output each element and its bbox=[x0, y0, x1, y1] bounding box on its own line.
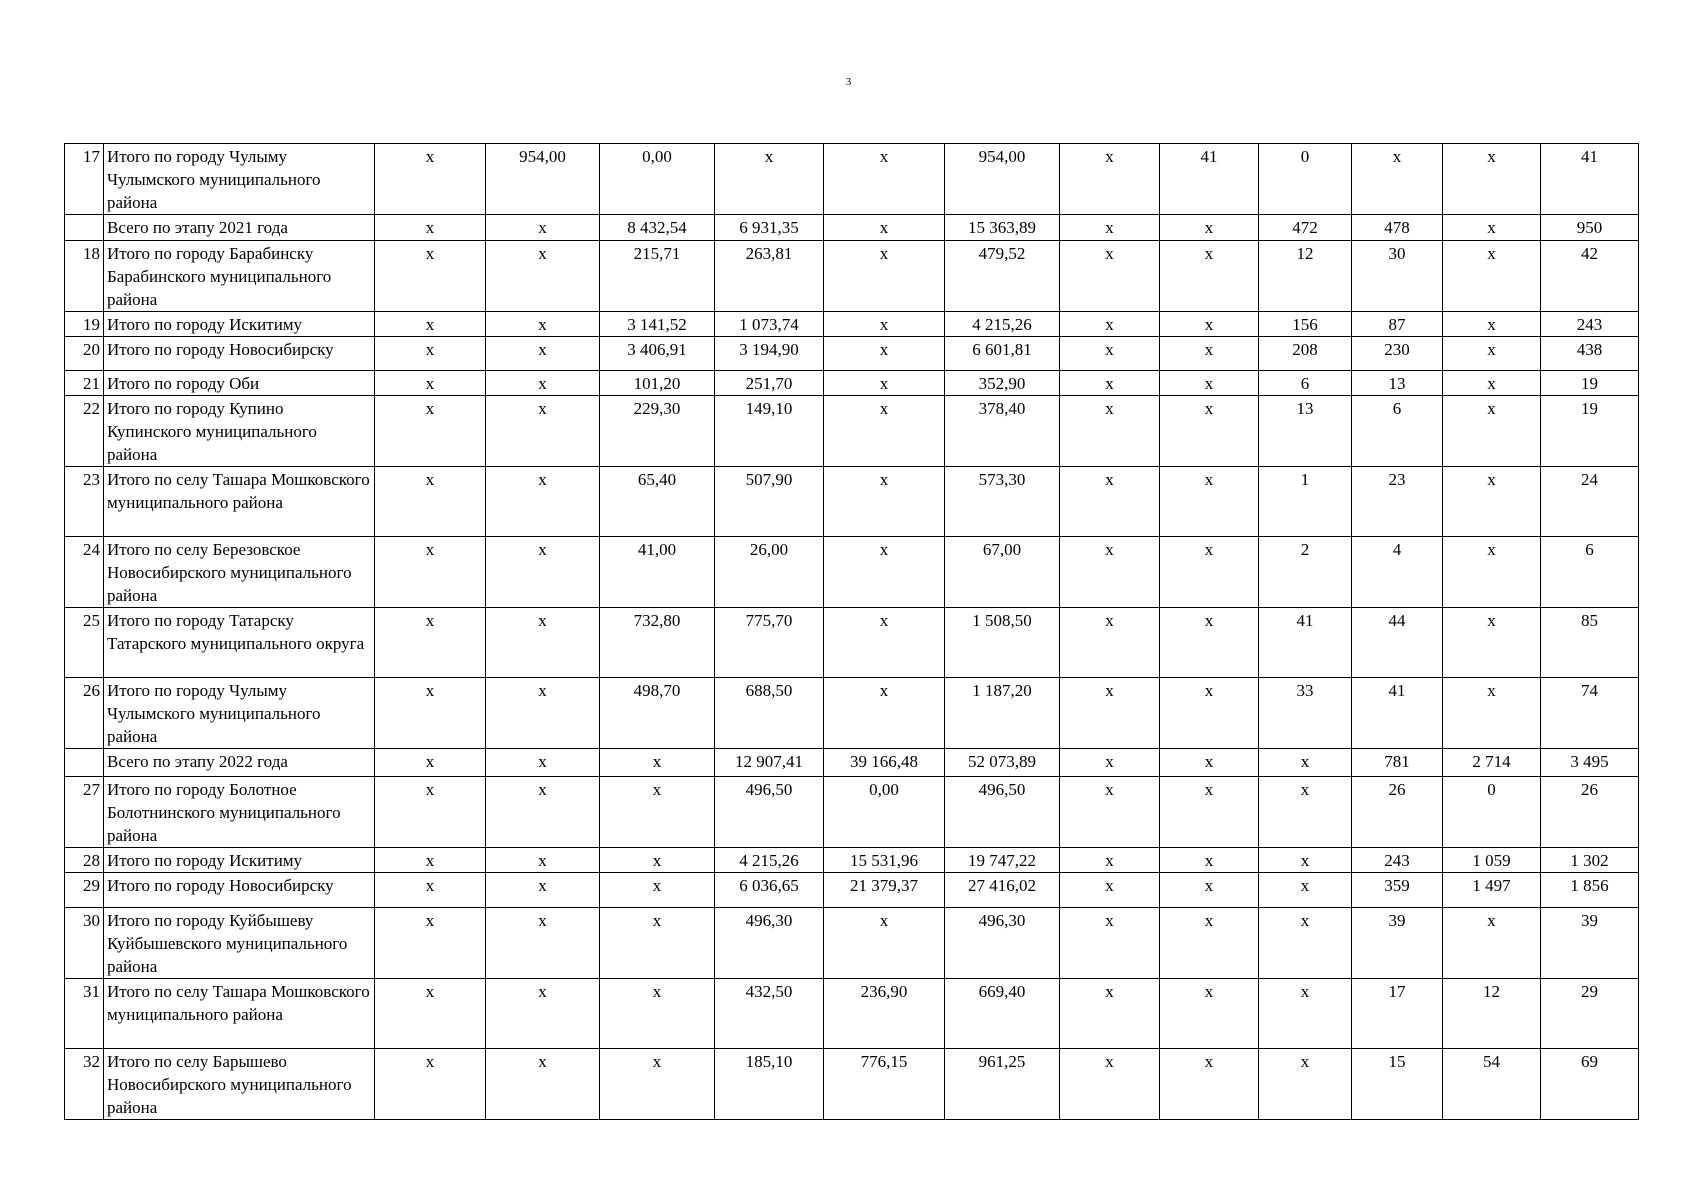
table-cell: х bbox=[486, 467, 600, 537]
table-row bbox=[65, 371, 1639, 396]
row-name: Всего по этапу 2022 года bbox=[104, 749, 375, 777]
table-row bbox=[65, 777, 1639, 848]
row-name: Всего по этапу 2021 года bbox=[104, 215, 375, 241]
row-number: 31 bbox=[65, 979, 104, 1049]
table-cell: х bbox=[1160, 979, 1259, 1049]
row-number: 23 bbox=[65, 467, 104, 537]
table-cell: 496,50 bbox=[715, 777, 824, 848]
table-cell: х bbox=[375, 848, 486, 873]
table-cell: 101,20 bbox=[600, 371, 715, 396]
table-cell: х bbox=[1160, 312, 1259, 337]
table-cell: х bbox=[1060, 371, 1160, 396]
table-cell: 6 931,35 bbox=[715, 215, 824, 241]
table-cell: х bbox=[1352, 144, 1443, 215]
table-cell: 263,81 bbox=[715, 241, 824, 312]
table-cell: 1 856 bbox=[1541, 873, 1639, 908]
table-row bbox=[65, 979, 1639, 1049]
table-cell: 251,70 bbox=[715, 371, 824, 396]
table-cell: х bbox=[1060, 777, 1160, 848]
table-cell: х bbox=[600, 749, 715, 777]
table-cell: х bbox=[1443, 144, 1541, 215]
table-row bbox=[65, 312, 1639, 337]
table-cell: 573,30 bbox=[945, 467, 1060, 537]
table-cell: 1 073,74 bbox=[715, 312, 824, 337]
table-cell: х bbox=[600, 1049, 715, 1120]
table-cell: х bbox=[824, 312, 945, 337]
table-cell: х bbox=[824, 396, 945, 467]
table-cell: 12 907,41 bbox=[715, 749, 824, 777]
table-cell: 6 601,81 bbox=[945, 337, 1060, 371]
table-cell: х bbox=[824, 215, 945, 241]
table-cell: х bbox=[486, 371, 600, 396]
table-cell: х bbox=[1259, 777, 1352, 848]
table-cell: 23 bbox=[1352, 467, 1443, 537]
table-cell: 26,00 bbox=[715, 537, 824, 608]
table-cell: х bbox=[1259, 1049, 1352, 1120]
table-cell: 41 bbox=[1352, 678, 1443, 749]
row-name: Итого по городу Болотное Болотнинского муниципального района bbox=[104, 777, 375, 848]
table-cell: 85 bbox=[1541, 608, 1639, 678]
table-cell: 6 bbox=[1259, 371, 1352, 396]
table-cell: 775,70 bbox=[715, 608, 824, 678]
table-cell: 479,52 bbox=[945, 241, 1060, 312]
table-cell: 19 bbox=[1541, 396, 1639, 467]
table-cell: х bbox=[1060, 848, 1160, 873]
table-cell: 0,00 bbox=[600, 144, 715, 215]
table-cell: 6 bbox=[1352, 396, 1443, 467]
table-cell: х bbox=[486, 608, 600, 678]
table-cell: х bbox=[824, 908, 945, 979]
table-cell: х bbox=[1060, 467, 1160, 537]
table-cell: х bbox=[1060, 396, 1160, 467]
table-cell: х bbox=[1160, 848, 1259, 873]
table-cell: 2 bbox=[1259, 537, 1352, 608]
table-cell: 12 bbox=[1443, 979, 1541, 1049]
table-cell: х bbox=[1160, 467, 1259, 537]
row-number: 32 bbox=[65, 1049, 104, 1120]
table-cell: х bbox=[1160, 241, 1259, 312]
table-cell: 41 bbox=[1160, 144, 1259, 215]
table-cell: 65,40 bbox=[600, 467, 715, 537]
table-row bbox=[65, 537, 1639, 608]
row-number: 21 bbox=[65, 371, 104, 396]
table-cell: 1 187,20 bbox=[945, 678, 1060, 749]
table-cell: х bbox=[715, 144, 824, 215]
table-cell: х bbox=[1060, 144, 1160, 215]
table-cell: х bbox=[1060, 908, 1160, 979]
table-cell: 243 bbox=[1541, 312, 1639, 337]
table-cell: 2 714 bbox=[1443, 749, 1541, 777]
table-cell: х bbox=[1160, 1049, 1259, 1120]
table-cell: х bbox=[1060, 608, 1160, 678]
table-cell: х bbox=[375, 908, 486, 979]
table-cell: 4 215,26 bbox=[945, 312, 1060, 337]
table-cell: х bbox=[486, 241, 600, 312]
table-cell: 496,30 bbox=[945, 908, 1060, 979]
table-cell: х bbox=[824, 371, 945, 396]
table-cell: х bbox=[1160, 537, 1259, 608]
table-cell: х bbox=[375, 144, 486, 215]
table-cell: х bbox=[1060, 678, 1160, 749]
table-cell: 3 141,52 bbox=[600, 312, 715, 337]
table-cell: х bbox=[1443, 467, 1541, 537]
table-cell: х bbox=[600, 848, 715, 873]
table-cell: х bbox=[486, 848, 600, 873]
table-cell: 17 bbox=[1352, 979, 1443, 1049]
table-cell: х bbox=[375, 241, 486, 312]
table-cell: 1 508,50 bbox=[945, 608, 1060, 678]
table-cell: 230 bbox=[1352, 337, 1443, 371]
table-cell: х bbox=[600, 777, 715, 848]
table-cell: х bbox=[1443, 608, 1541, 678]
row-name: Итого по городу Куйбышеву Куйбышевского муниципального района bbox=[104, 908, 375, 979]
row-name: Итого по селу Ташара Мошковского муниципального района bbox=[104, 467, 375, 537]
table-cell: 6 bbox=[1541, 537, 1639, 608]
row-name: Итого по городу Новосибирску bbox=[104, 873, 375, 908]
table-cell: х bbox=[486, 312, 600, 337]
table-cell: х bbox=[375, 371, 486, 396]
table-cell: 54 bbox=[1443, 1049, 1541, 1120]
table-cell: 13 bbox=[1352, 371, 1443, 396]
table-cell: 33 bbox=[1259, 678, 1352, 749]
table-cell: х bbox=[1160, 873, 1259, 908]
table-cell: х bbox=[600, 908, 715, 979]
table-cell: х bbox=[375, 396, 486, 467]
table-cell: 498,70 bbox=[600, 678, 715, 749]
table-cell: х bbox=[375, 215, 486, 241]
row-name: Итого по городу Оби bbox=[104, 371, 375, 396]
table-cell: 688,50 bbox=[715, 678, 824, 749]
table-cell: 13 bbox=[1259, 396, 1352, 467]
table-row bbox=[65, 337, 1639, 371]
table-cell: 44 bbox=[1352, 608, 1443, 678]
row-number: 26 bbox=[65, 678, 104, 749]
table-row bbox=[65, 1049, 1639, 1120]
table-cell: х bbox=[1060, 537, 1160, 608]
table-cell: 42 bbox=[1541, 241, 1639, 312]
page-number: 3 bbox=[845, 76, 852, 88]
table-cell: 19 747,22 bbox=[945, 848, 1060, 873]
table-cell: х bbox=[486, 908, 600, 979]
table-cell: 236,90 bbox=[824, 979, 945, 1049]
table-cell: 6 036,65 bbox=[715, 873, 824, 908]
table-cell: х bbox=[375, 467, 486, 537]
table-cell: х bbox=[375, 979, 486, 1049]
table-cell: 243 bbox=[1352, 848, 1443, 873]
table-cell: х bbox=[824, 608, 945, 678]
table-cell: 378,40 bbox=[945, 396, 1060, 467]
table-cell: х bbox=[1443, 396, 1541, 467]
table-cell: 432,50 bbox=[715, 979, 824, 1049]
table-cell: 954,00 bbox=[945, 144, 1060, 215]
table-cell: х bbox=[375, 608, 486, 678]
row-name: Итого по городу Купино Купинского муниципального района bbox=[104, 396, 375, 467]
table-row bbox=[65, 144, 1639, 215]
table-cell: 12 bbox=[1259, 241, 1352, 312]
table-cell: 732,80 bbox=[600, 608, 715, 678]
table-cell: х bbox=[486, 749, 600, 777]
table-cell: 3 495 bbox=[1541, 749, 1639, 777]
row-number: 27 bbox=[65, 777, 104, 848]
table-cell: х bbox=[1060, 1049, 1160, 1120]
table-cell: х bbox=[375, 1049, 486, 1120]
table-cell: 0 bbox=[1259, 144, 1352, 215]
table-cell: 24 bbox=[1541, 467, 1639, 537]
table-cell: х bbox=[1443, 371, 1541, 396]
table-cell: х bbox=[1259, 873, 1352, 908]
table-cell: 15 531,96 bbox=[824, 848, 945, 873]
row-number: 17 bbox=[65, 144, 104, 215]
row-number: 22 bbox=[65, 396, 104, 467]
table-cell: 149,10 bbox=[715, 396, 824, 467]
table-cell: 208 bbox=[1259, 337, 1352, 371]
table-cell: 215,71 bbox=[600, 241, 715, 312]
table-cell: 69 bbox=[1541, 1049, 1639, 1120]
table-cell: х bbox=[375, 337, 486, 371]
table-cell: 41 bbox=[1541, 144, 1639, 215]
row-name: Итого по городу Чулыму Чулымского муниципального района bbox=[104, 678, 375, 749]
table-row bbox=[65, 241, 1639, 312]
row-number bbox=[65, 749, 104, 777]
table-cell: х bbox=[1160, 678, 1259, 749]
table-cell: х bbox=[486, 678, 600, 749]
table-cell: х bbox=[1160, 396, 1259, 467]
table-cell: х bbox=[486, 979, 600, 1049]
table-cell: х bbox=[1060, 241, 1160, 312]
table-cell: х bbox=[1160, 908, 1259, 979]
table-cell: 87 bbox=[1352, 312, 1443, 337]
table-cell: 19 bbox=[1541, 371, 1639, 396]
table-row bbox=[65, 848, 1639, 873]
table-cell: х bbox=[1060, 979, 1160, 1049]
row-number: 20 bbox=[65, 337, 104, 371]
table-cell: х bbox=[824, 537, 945, 608]
table-cell: 352,90 bbox=[945, 371, 1060, 396]
table-cell: х bbox=[1160, 608, 1259, 678]
table-cell: 669,40 bbox=[945, 979, 1060, 1049]
row-name: Итого по городу Чулыму Чулымского муниципального района bbox=[104, 144, 375, 215]
table-row bbox=[65, 215, 1639, 241]
table-cell: 496,50 bbox=[945, 777, 1060, 848]
row-name: Итого по городу Искитиму bbox=[104, 312, 375, 337]
table-cell: 229,30 bbox=[600, 396, 715, 467]
table-cell: 0 bbox=[1443, 777, 1541, 848]
table-cell: 1 302 bbox=[1541, 848, 1639, 873]
table-cell: х bbox=[1060, 337, 1160, 371]
table-cell: х bbox=[1443, 908, 1541, 979]
table-cell: х bbox=[375, 749, 486, 777]
table-row bbox=[65, 749, 1639, 777]
row-number: 28 bbox=[65, 848, 104, 873]
table-cell: х bbox=[486, 873, 600, 908]
table-cell: 52 073,89 bbox=[945, 749, 1060, 777]
data-table bbox=[64, 143, 1639, 1120]
table-row bbox=[65, 467, 1639, 537]
table-cell: 185,10 bbox=[715, 1049, 824, 1120]
table-cell: х bbox=[1160, 371, 1259, 396]
table-cell: х bbox=[375, 537, 486, 608]
table-cell: 961,25 bbox=[945, 1049, 1060, 1120]
table-cell: 776,15 bbox=[824, 1049, 945, 1120]
table-cell: х bbox=[1060, 749, 1160, 777]
table-cell: 15 bbox=[1352, 1049, 1443, 1120]
table-cell: 507,90 bbox=[715, 467, 824, 537]
table-row bbox=[65, 908, 1639, 979]
table-cell: х bbox=[1060, 312, 1160, 337]
row-number: 29 bbox=[65, 873, 104, 908]
table-cell: х bbox=[824, 337, 945, 371]
table-cell: 39 bbox=[1541, 908, 1639, 979]
table-cell: х bbox=[486, 777, 600, 848]
table-cell: 1 059 bbox=[1443, 848, 1541, 873]
table-cell: х bbox=[1443, 537, 1541, 608]
row-name: Итого по городу Новосибирску bbox=[104, 337, 375, 371]
table-cell: х bbox=[600, 979, 715, 1049]
row-number: 30 bbox=[65, 908, 104, 979]
table-cell: 1 bbox=[1259, 467, 1352, 537]
table-cell: х bbox=[375, 678, 486, 749]
table-row bbox=[65, 608, 1639, 678]
table-cell: х bbox=[1259, 749, 1352, 777]
table-cell: х bbox=[375, 777, 486, 848]
table-cell: х bbox=[486, 1049, 600, 1120]
table-cell: 3 194,90 bbox=[715, 337, 824, 371]
table-cell: х bbox=[375, 312, 486, 337]
table-row bbox=[65, 873, 1639, 908]
row-name: Итого по городу Искитиму bbox=[104, 848, 375, 873]
row-number: 19 bbox=[65, 312, 104, 337]
table-cell: х bbox=[1259, 848, 1352, 873]
table-cell: 496,30 bbox=[715, 908, 824, 979]
table-cell: 29 bbox=[1541, 979, 1639, 1049]
row-name: Итого по городу Барабинску Барабинского муниципального района bbox=[104, 241, 375, 312]
table-cell: х bbox=[1443, 337, 1541, 371]
table-cell: 21 379,37 bbox=[824, 873, 945, 908]
table-cell: х bbox=[824, 144, 945, 215]
table-cell: х bbox=[824, 467, 945, 537]
table-cell: х bbox=[486, 396, 600, 467]
table-cell: 67,00 bbox=[945, 537, 1060, 608]
table-cell: 26 bbox=[1352, 777, 1443, 848]
row-number: 24 bbox=[65, 537, 104, 608]
table-cell: х bbox=[486, 337, 600, 371]
table-cell: 1 497 bbox=[1443, 873, 1541, 908]
table-cell: 39 166,48 bbox=[824, 749, 945, 777]
table-cell: х bbox=[1259, 979, 1352, 1049]
table-cell: 4 215,26 bbox=[715, 848, 824, 873]
table-cell: 74 bbox=[1541, 678, 1639, 749]
table-cell: х bbox=[1443, 312, 1541, 337]
table-cell: х bbox=[1443, 241, 1541, 312]
row-number: 18 bbox=[65, 241, 104, 312]
table-cell: х bbox=[1060, 215, 1160, 241]
row-number bbox=[65, 215, 104, 241]
table-cell: 472 bbox=[1259, 215, 1352, 241]
table-cell: 950 bbox=[1541, 215, 1639, 241]
table-cell: х bbox=[1060, 873, 1160, 908]
table-row bbox=[65, 678, 1639, 749]
table-cell: 478 bbox=[1352, 215, 1443, 241]
table-cell: х bbox=[1160, 337, 1259, 371]
table-cell: 27 416,02 bbox=[945, 873, 1060, 908]
table-cell: х bbox=[1259, 908, 1352, 979]
table-cell: х bbox=[1160, 215, 1259, 241]
table-cell: 0,00 bbox=[824, 777, 945, 848]
table-cell: х bbox=[600, 873, 715, 908]
table-cell: х bbox=[1160, 749, 1259, 777]
table-cell: 26 bbox=[1541, 777, 1639, 848]
table-cell: 41 bbox=[1259, 608, 1352, 678]
table-cell: 156 bbox=[1259, 312, 1352, 337]
table-cell: 8 432,54 bbox=[600, 215, 715, 241]
table-cell: х bbox=[486, 215, 600, 241]
row-name: Итого по селу Барышево Новосибирского муниципального района bbox=[104, 1049, 375, 1120]
table-cell: х bbox=[486, 537, 600, 608]
row-number: 25 bbox=[65, 608, 104, 678]
table-cell: 39 bbox=[1352, 908, 1443, 979]
table-cell: х bbox=[375, 873, 486, 908]
table-cell: х bbox=[1443, 678, 1541, 749]
table-cell: 15 363,89 bbox=[945, 215, 1060, 241]
table-cell: 438 bbox=[1541, 337, 1639, 371]
table-body bbox=[65, 144, 1639, 1120]
table-cell: х bbox=[824, 241, 945, 312]
table-cell: 359 bbox=[1352, 873, 1443, 908]
table-cell: х bbox=[1160, 777, 1259, 848]
table-cell: 41,00 bbox=[600, 537, 715, 608]
row-name: Итого по селу Березовское Новосибирского муниципального района bbox=[104, 537, 375, 608]
table-cell: х bbox=[824, 678, 945, 749]
table-cell: 781 bbox=[1352, 749, 1443, 777]
table-cell: 3 406,91 bbox=[600, 337, 715, 371]
table-cell: х bbox=[1443, 215, 1541, 241]
table-cell: 30 bbox=[1352, 241, 1443, 312]
row-name: Итого по селу Ташара Мошковского муниципального района bbox=[104, 979, 375, 1049]
row-name: Итого по городу Татарску Татарского муниципального округа bbox=[104, 608, 375, 678]
table-cell: 4 bbox=[1352, 537, 1443, 608]
table-row bbox=[65, 396, 1639, 467]
table-cell: 954,00 bbox=[486, 144, 600, 215]
